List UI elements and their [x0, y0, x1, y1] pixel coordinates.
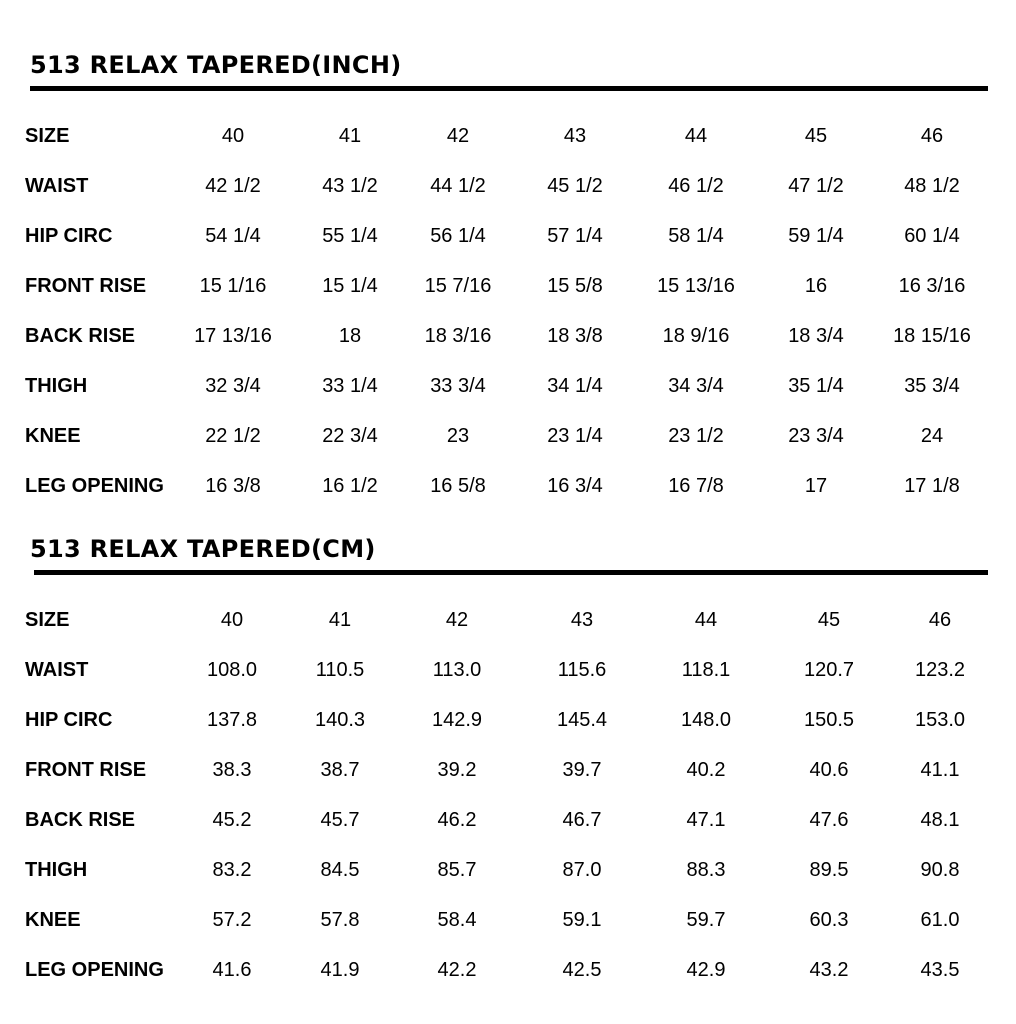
row-label: BACK RISE: [25, 325, 136, 347]
table-cell: 145.4: [556, 709, 608, 731]
table-cell: 46.2: [437, 809, 477, 831]
table-cell: 90.8: [920, 859, 960, 881]
table-cell: 40.2: [686, 759, 726, 781]
table-cell: 23 1/4: [547, 425, 603, 447]
table-cell: 43.5: [920, 959, 960, 981]
table-cell: 15 5/8: [547, 275, 603, 297]
table-cell: 34 1/4: [547, 375, 603, 397]
table-cell: 140.3: [314, 709, 366, 731]
table-row: [0, 605, 1016, 635]
table-cell: 33 1/4: [322, 375, 378, 397]
table-cell: 47 1/2: [788, 175, 844, 197]
table-cell: 142.9: [431, 709, 483, 731]
table-cell: 16 3/4: [547, 475, 603, 497]
table-cell: 123.2: [914, 659, 966, 681]
table-cell: 118.1: [681, 659, 731, 681]
table-cell: 23 1/2: [668, 425, 724, 447]
table-cell: 48.1: [920, 809, 960, 831]
table-cell: 23 3/4: [788, 425, 844, 447]
row-label: SIZE: [25, 125, 70, 147]
table-cell: 60 1/4: [904, 225, 960, 247]
table-cell: 46: [920, 125, 944, 147]
table-row: [0, 221, 1016, 251]
table-cell: 113.0: [432, 659, 482, 681]
table-cell: 34 3/4: [668, 375, 724, 397]
row-label: FRONT RISE: [25, 275, 147, 297]
table-cell: 39.2: [437, 759, 477, 781]
table-row: [0, 171, 1016, 201]
table-cell: 89.5: [809, 859, 849, 881]
row-label: LEG OPENING: [25, 475, 164, 497]
cm-chart-title: 513 RELAX TAPERED(CM): [30, 535, 376, 563]
table-cell: 43: [570, 609, 594, 631]
table-cell: 44: [684, 125, 708, 147]
table-cell: 88.3: [686, 859, 726, 881]
table-cell: 45: [817, 609, 841, 631]
table-cell: 15 1/16: [199, 275, 267, 297]
row-label: WAIST: [25, 659, 89, 681]
table-row: [0, 471, 1016, 501]
table-cell: 40: [220, 609, 244, 631]
table-cell: 32 3/4: [205, 375, 261, 397]
row-label: SIZE: [25, 609, 70, 631]
row-label: BACK RISE: [25, 809, 136, 831]
row-label: FRONT RISE: [25, 759, 147, 781]
table-cell: 45.7: [320, 809, 360, 831]
table-cell: 17: [804, 475, 828, 497]
table-cell: 23: [446, 425, 470, 447]
table-row: [0, 805, 1016, 835]
table-cell: 42: [445, 609, 469, 631]
table-row: [0, 705, 1016, 735]
table-cell: 59.1: [562, 909, 602, 931]
inch-title-rule: [30, 86, 988, 91]
table-row: [0, 321, 1016, 351]
table-cell: 38.7: [320, 759, 360, 781]
table-cell: 41.6: [212, 959, 252, 981]
table-cell: 56 1/4: [430, 225, 486, 247]
table-row: [0, 655, 1016, 685]
table-cell: 18 3/16: [424, 325, 492, 347]
table-cell: 35 1/4: [788, 375, 844, 397]
inch-chart-title: 513 RELAX TAPERED(INCH): [30, 51, 402, 79]
table-cell: 42.2: [437, 959, 477, 981]
table-row: [0, 905, 1016, 935]
row-label: HIP CIRC: [25, 225, 113, 247]
table-cell: 42.9: [686, 959, 726, 981]
table-cell: 16 1/2: [322, 475, 378, 497]
table-cell: 17 1/8: [904, 475, 960, 497]
table-cell: 35 3/4: [904, 375, 960, 397]
table-cell: 46.7: [562, 809, 602, 831]
table-cell: 40: [221, 125, 245, 147]
table-cell: 153.0: [914, 709, 966, 731]
table-cell: 16 7/8: [668, 475, 724, 497]
table-cell: 110.5: [315, 659, 365, 681]
table-cell: 17 13/16: [194, 325, 272, 347]
table-row: [0, 955, 1016, 985]
table-cell: 41.9: [320, 959, 360, 981]
table-cell: 41: [328, 609, 352, 631]
table-cell: 16 5/8: [430, 475, 486, 497]
table-cell: 44 1/2: [430, 175, 486, 197]
table-row: [0, 371, 1016, 401]
table-cell: 148.0: [680, 709, 732, 731]
table-cell: 48 1/2: [904, 175, 960, 197]
table-cell: 16: [804, 275, 828, 297]
table-cell: 150.5: [803, 709, 855, 731]
table-cell: 18 15/16: [893, 325, 971, 347]
table-cell: 15 7/16: [424, 275, 492, 297]
table-cell: 61.0: [920, 909, 960, 931]
table-row: [0, 121, 1016, 151]
row-label: KNEE: [25, 425, 81, 447]
table-cell: 41: [338, 125, 362, 147]
table-cell: 59 1/4: [788, 225, 844, 247]
table-cell: 108.0: [206, 659, 258, 681]
table-cell: 18 3/8: [547, 325, 603, 347]
table-cell: 16 3/16: [898, 275, 966, 297]
table-cell: 18: [338, 325, 362, 347]
row-label: KNEE: [25, 909, 81, 931]
table-cell: 137.8: [206, 709, 258, 731]
table-row: [0, 421, 1016, 451]
table-cell: 22 3/4: [322, 425, 378, 447]
table-cell: 38.3: [212, 759, 252, 781]
table-cell: 44: [694, 609, 718, 631]
table-cell: 24: [920, 425, 944, 447]
table-cell: 45.2: [212, 809, 252, 831]
table-cell: 42: [446, 125, 470, 147]
table-cell: 47.1: [686, 809, 726, 831]
table-cell: 22 1/2: [205, 425, 261, 447]
table-cell: 87.0: [562, 859, 602, 881]
table-cell: 42 1/2: [205, 175, 261, 197]
table-cell: 59.7: [686, 909, 726, 931]
table-cell: 115.6: [557, 659, 607, 681]
row-label: WAIST: [25, 175, 89, 197]
table-cell: 43: [563, 125, 587, 147]
table-cell: 58.4: [437, 909, 477, 931]
table-cell: 46: [928, 609, 952, 631]
table-cell: 15 1/4: [322, 275, 378, 297]
table-cell: 54 1/4: [205, 225, 261, 247]
table-cell: 57 1/4: [547, 225, 603, 247]
table-cell: 85.7: [437, 859, 477, 881]
table-cell: 43 1/2: [322, 175, 378, 197]
table-cell: 57.8: [320, 909, 360, 931]
table-cell: 55 1/4: [322, 225, 378, 247]
table-cell: 16 3/8: [205, 475, 261, 497]
table-cell: 33 3/4: [430, 375, 486, 397]
table-cell: 42.5: [562, 959, 602, 981]
table-cell: 120.7: [803, 659, 855, 681]
row-label: LEG OPENING: [25, 959, 164, 981]
table-cell: 15 13/16: [657, 275, 735, 297]
table-cell: 39.7: [562, 759, 602, 781]
table-cell: 43.2: [809, 959, 849, 981]
table-cell: 41.1: [920, 759, 960, 781]
row-label: THIGH: [25, 859, 88, 881]
table-cell: 57.2: [212, 909, 252, 931]
row-label: THIGH: [25, 375, 88, 397]
table-cell: 45: [804, 125, 828, 147]
table-cell: 58 1/4: [668, 225, 724, 247]
table-cell: 46 1/2: [668, 175, 724, 197]
table-cell: 83.2: [212, 859, 252, 881]
table-cell: 18 3/4: [788, 325, 844, 347]
table-cell: 18 9/16: [662, 325, 730, 347]
table-row: [0, 855, 1016, 885]
table-row: [0, 755, 1016, 785]
table-row: [0, 271, 1016, 301]
table-cell: 45 1/2: [547, 175, 603, 197]
table-cell: 84.5: [320, 859, 360, 881]
row-label: HIP CIRC: [25, 709, 113, 731]
table-cell: 60.3: [809, 909, 849, 931]
table-cell: 40.6: [809, 759, 849, 781]
table-cell: 47.6: [809, 809, 849, 831]
cm-title-rule: [34, 570, 988, 575]
